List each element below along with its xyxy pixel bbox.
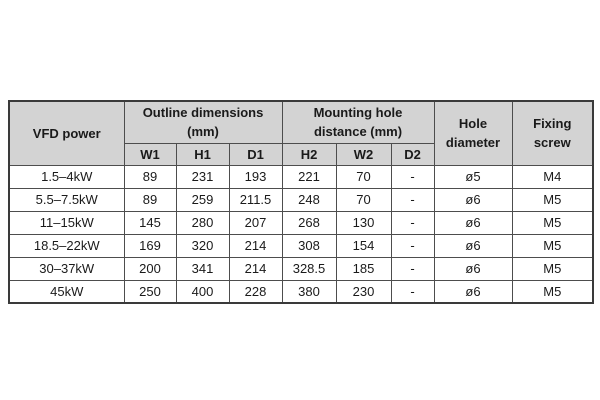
header-outline-line1: Outline dimensions <box>142 105 264 121</box>
header-h2: H2 <box>282 143 336 165</box>
cell-power: 5.5–7.5kW <box>9 188 124 211</box>
header-outline-line2: (mm) <box>187 124 219 140</box>
cell-d1: 211.5 <box>229 188 282 211</box>
cell-h1: 341 <box>176 257 229 280</box>
cell-h2: 221 <box>282 165 336 188</box>
cell-h1: 400 <box>176 280 229 303</box>
cell-w2: 230 <box>336 280 391 303</box>
header-fixing-screw <box>512 101 593 165</box>
cell-h2: 268 <box>282 211 336 234</box>
cell-power: 18.5–22kW <box>9 234 124 257</box>
cell-h2: 380 <box>282 280 336 303</box>
cell-fixing-screw: M5 <box>512 257 593 280</box>
cell-h1: 259 <box>176 188 229 211</box>
cell-d2: - <box>391 165 434 188</box>
header-mounting-line1: Mounting hole <box>313 105 403 121</box>
header-group-row <box>9 101 593 143</box>
table-row <box>9 165 593 188</box>
header-w1: W1 <box>124 143 176 165</box>
cell-hole-diameter: ø6 <box>434 280 512 303</box>
cell-h1: 320 <box>176 234 229 257</box>
cell-w1: 145 <box>124 211 176 234</box>
cell-fixing-screw: M5 <box>512 234 593 257</box>
cell-d1: 214 <box>229 257 282 280</box>
table-row <box>9 211 593 234</box>
header-d1: D1 <box>229 143 282 165</box>
vfd-dimensions-table <box>8 100 594 304</box>
cell-h2: 248 <box>282 188 336 211</box>
cell-w1: 89 <box>124 165 176 188</box>
table-row <box>9 234 593 257</box>
cell-w1: 169 <box>124 234 176 257</box>
cell-d2: - <box>391 257 434 280</box>
cell-d2: - <box>391 234 434 257</box>
header-hole-line1: Hole <box>458 116 488 132</box>
header-d2: D2 <box>391 143 434 165</box>
cell-d1: 207 <box>229 211 282 234</box>
cell-hole-diameter: ø5 <box>434 165 512 188</box>
cell-w2: 185 <box>336 257 391 280</box>
cell-w2: 154 <box>336 234 391 257</box>
cell-hole-diameter: ø6 <box>434 188 512 211</box>
cell-power: 11–15kW <box>9 211 124 234</box>
cell-d2: - <box>391 280 434 303</box>
header-mounting-line2: distance (mm) <box>313 124 403 140</box>
cell-w2: 130 <box>336 211 391 234</box>
cell-fixing-screw: M5 <box>512 211 593 234</box>
header-hole-diameter <box>434 101 512 165</box>
cell-hole-diameter: ø6 <box>434 211 512 234</box>
header-outline-dimensions <box>124 101 282 143</box>
cell-h1: 280 <box>176 211 229 234</box>
cell-w2: 70 <box>336 165 391 188</box>
cell-power: 30–37kW <box>9 257 124 280</box>
cell-w1: 89 <box>124 188 176 211</box>
table-row <box>9 188 593 211</box>
header-screw-line2: screw <box>533 135 571 151</box>
cell-fixing-screw: M4 <box>512 165 593 188</box>
cell-d2: - <box>391 211 434 234</box>
cell-d1: 193 <box>229 165 282 188</box>
table-row <box>9 257 593 280</box>
cell-d1: 214 <box>229 234 282 257</box>
cell-hole-diameter: ø6 <box>434 234 512 257</box>
cell-w2: 70 <box>336 188 391 211</box>
header-h1: H1 <box>176 143 229 165</box>
header-vfd-power: VFD power <box>9 101 124 165</box>
cell-w1: 250 <box>124 280 176 303</box>
cell-d1: 228 <box>229 280 282 303</box>
cell-h2: 328.5 <box>282 257 336 280</box>
cell-fixing-screw: M5 <box>512 188 593 211</box>
cell-w1: 200 <box>124 257 176 280</box>
header-w2: W2 <box>336 143 391 165</box>
cell-h1: 231 <box>176 165 229 188</box>
header-screw-line1: Fixing <box>533 116 572 132</box>
cell-power: 1.5–4kW <box>9 165 124 188</box>
cell-power: 45kW <box>9 280 124 303</box>
cell-fixing-screw: M5 <box>512 280 593 303</box>
cell-d2: - <box>391 188 434 211</box>
header-hole-line2: diameter <box>445 135 501 151</box>
header-mounting-distance <box>282 101 434 143</box>
cell-hole-diameter: ø6 <box>434 257 512 280</box>
cell-h2: 308 <box>282 234 336 257</box>
table-row <box>9 280 593 303</box>
